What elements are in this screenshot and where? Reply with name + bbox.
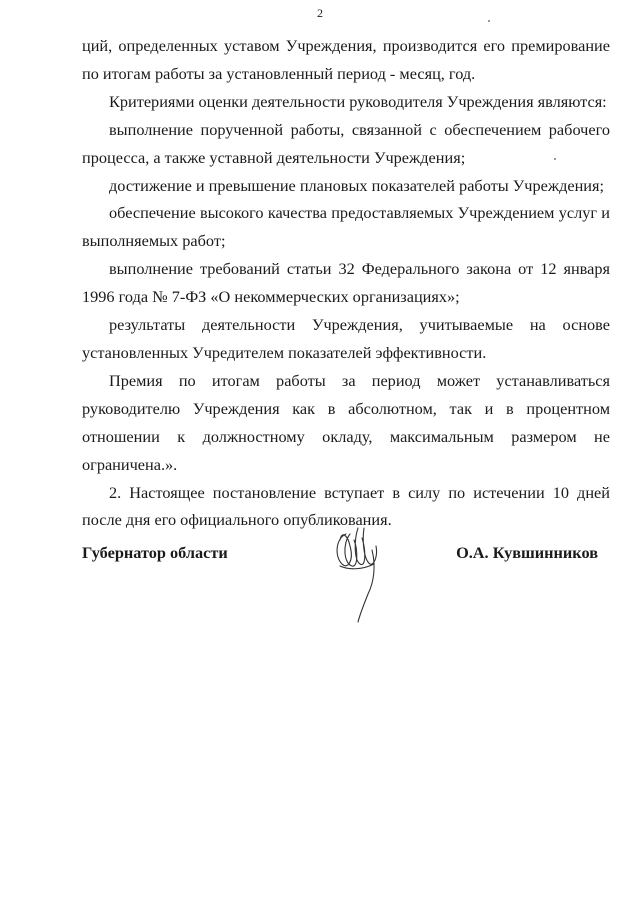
paragraph: достижение и превышение плановых показателей работы Учреждения; [109, 175, 605, 195]
paragraph: Премия по итогам работы за период может устанавливаться руководителю Учреждения как в абсолютном, так и в процентном отношении к должностному окладу, максимальным размером не ограничена.». [82, 370, 610, 474]
scan-speck [488, 20, 490, 22]
document-body [82, 32, 610, 534]
signer-title: Губернатор области [82, 543, 228, 562]
page-number: 2 [317, 6, 323, 20]
paragraph: обеспечение высокого качества предоставляемых Учреждением услуг и выполняемых работ; [82, 203, 610, 251]
signer-name: О.А. Кувшинников [456, 543, 598, 562]
paragraph: результаты деятельности Учреждения, учитываемые на основе установленных Учредителем показателей эффективности. [82, 315, 610, 362]
paragraph: выполнение порученной работы, связанной с обеспечением рабочего процесса, а также уставной деятельности Учреждения; [82, 119, 610, 167]
paragraph: 2. Настоящее постановление вступает в силу по истечении 10 дней после дня его официального опубликования. [82, 482, 610, 530]
paragraph: Критериями оценки деятельности руководителя Учреждения являются: [109, 91, 607, 111]
scan-speck [554, 158, 556, 160]
handwritten-signature [328, 520, 388, 625]
paragraph: выполнение требований статьи 32 Федерального закона от 12 января 1996 года № 7-ФЗ «О некоммерческих организациях»; [82, 259, 610, 307]
paragraph: ций, определенных уставом Учреждения, производится его премирование по итогам работы за установленный период - месяц, год. [82, 36, 610, 83]
